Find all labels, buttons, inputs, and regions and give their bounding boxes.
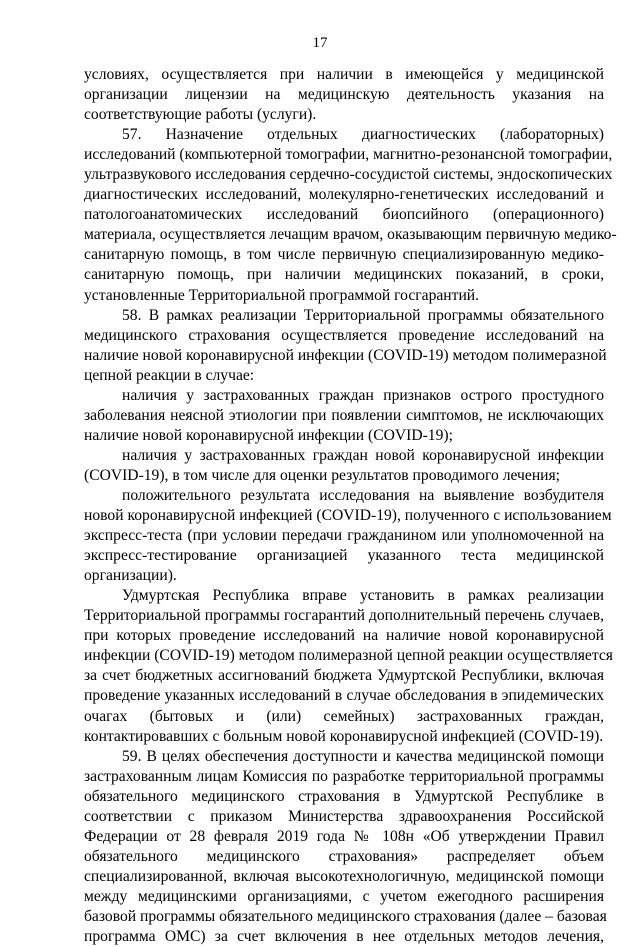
text-line: наличие новой коронавирусной инфекции (COVID-19) методом полимеразной <box>84 346 607 364</box>
text-line: контактировавших с больным новой коронавирусной инфекцией (COVID-19). <box>84 727 604 745</box>
text-line: (COVID-19), в том числе для оценки результатов проводимого лечения; <box>84 466 561 484</box>
text-line: специализированной, включая высокотехнологичную, медицинской помощи <box>84 867 604 885</box>
text-line: застрахованным лицам Комиссия по разработке территориальной программы <box>84 767 604 785</box>
text-line: Федерации от 28 февраля 2019 года № 108н «Об утверждении Правил <box>84 827 604 845</box>
text-line: цепной реакции в случае: <box>84 366 255 384</box>
text-line: очагах (бытовых и (или) семейных) застрахованных граждан, <box>84 707 604 725</box>
text-line: экспресс-теста (при условии передачи гражданином или уполномоченной на <box>84 527 604 545</box>
text-line: базовой программы обязательного медицинского страхования (далее – базовая <box>84 907 607 925</box>
text-line: организации). <box>84 567 177 585</box>
text-line: медицинского страхования осуществляется проведение исследований на <box>84 326 604 344</box>
text-line: соответствующие работы (услуги). <box>84 106 317 124</box>
text-line: наличия у застрахованных граждан новой коронавирусной инфекции <box>122 446 604 464</box>
text-line: патологоанатомических исследований биопсийного (операционного) <box>84 206 604 224</box>
text-line: новой коронавирусной инфекцией (COVID-19), полученного с использованием <box>84 507 612 525</box>
text-line: обязательного медицинского страхования в Удмуртской Республике в <box>84 787 604 805</box>
text-line: санитарную помощь, в том числе первичную специализированную медико- <box>84 246 604 264</box>
text-line: Удмуртская Республика вправе установить в рамках реализации <box>122 587 604 605</box>
text-line: организации лицензии на медицинскую деятельность указания на <box>84 86 604 104</box>
text-line: заболевания неясной этиологии при появлении симптомов, не исключающих <box>84 406 604 424</box>
text-line: ультразвукового исследования сердечно-сосудистой системы, эндоскопических <box>84 166 613 184</box>
text-line: исследований (компьютерной томографии, магнитно-резонансной томографии, <box>84 146 613 164</box>
text-line: 59. В целях обеспечения доступности и качества медицинской помощи <box>122 747 604 765</box>
text-line: материала, осуществляется лечащим врачом, оказывающим первичную медико- <box>84 226 617 244</box>
text-line: инфекции (COVID-19) методом полимеразной цепной реакции осуществляется <box>84 647 613 665</box>
text-line: 58. В рамках реализации Территориальной программы обязательного <box>122 306 604 324</box>
text-line: проведение указанных исследований в случае обследования в эпидемических <box>84 687 604 705</box>
text-line: наличие новой коронавирусной инфекции (COVID-19); <box>84 426 453 444</box>
text-line: условиях, осуществляется при наличии в имеющейся у медицинской <box>84 66 604 83</box>
text-line: наличия у застрахованных граждан признаков острого простудного <box>122 386 604 404</box>
text-line: соответствии с приказом Министерства здравоохранения Российской <box>84 807 604 825</box>
document-body <box>84 65 617 947</box>
page-number: 17 <box>312 35 328 51</box>
text-line: санитарную помощь, при наличии медицинских показаний, в сроки, <box>84 266 604 284</box>
text-line: за счет бюджетных ассигнований бюджета Удмуртской Республики, включая <box>84 667 604 685</box>
text-line: программа ОМС) за счет включения в нее отдельных методов лечения, <box>84 928 604 946</box>
text-line: экспресс-тестирование организацией указанного теста медицинской <box>84 547 604 565</box>
text-line: установленные Территориальной программой госгарантий. <box>84 286 480 304</box>
text-line: Территориальной программы госгарантий дополнительный перечень случаев, <box>84 607 604 625</box>
text-line: 57. Назначение отдельных диагностических (лабораторных) <box>122 126 604 144</box>
text-line: диагностических исследований, молекулярно-генетических исследований и <box>84 186 604 204</box>
text-line: обязательного медицинского страхования» распределяет объем <box>84 847 604 865</box>
text-line: между медицинскими организациями, с учетом ежегодного расширения <box>84 887 604 905</box>
text-line: при которых проведение исследований на наличие новой коронавирусной <box>84 627 604 645</box>
text-line: положительного результата исследования на выявление возбудителя <box>122 486 604 504</box>
